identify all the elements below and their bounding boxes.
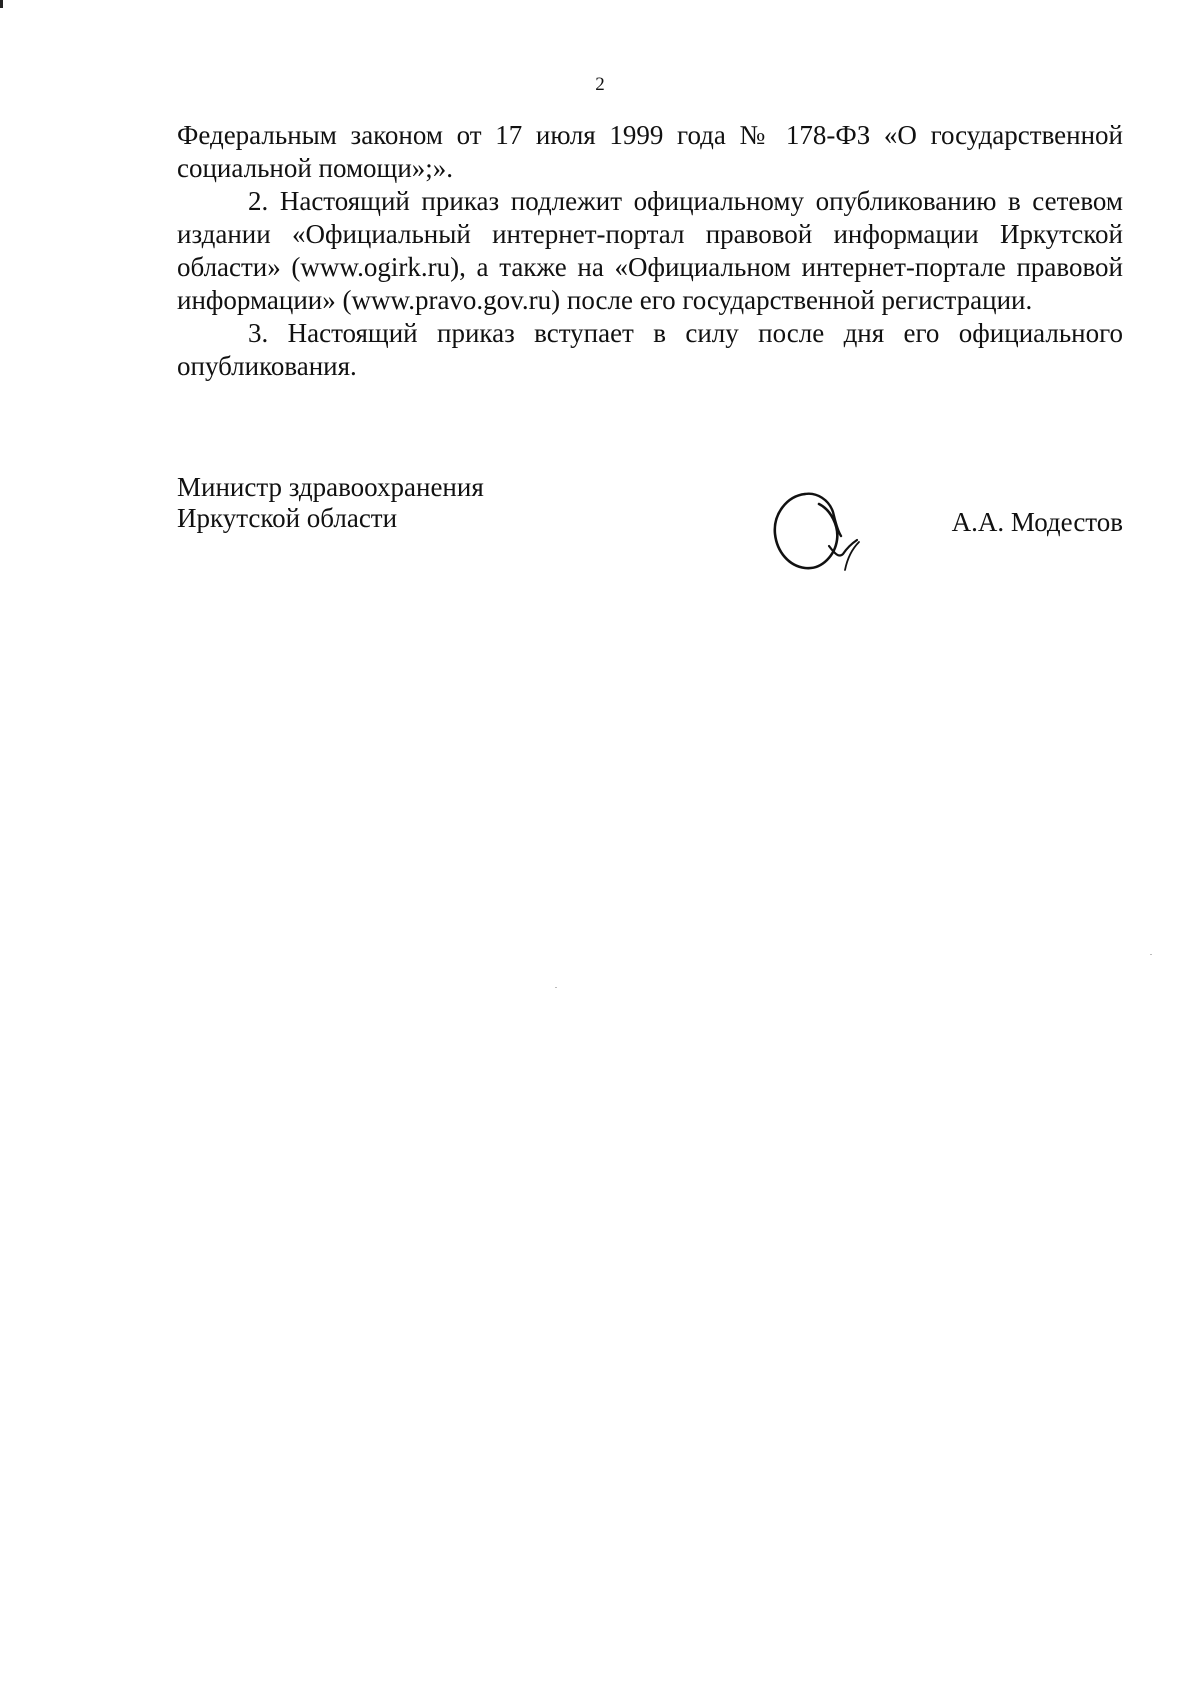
- scan-speck: [1150, 954, 1152, 955]
- paragraph-continuation: Федеральным законом от 17 июля 1999 года № 178-ФЗ «О государственной социальной помощи»;».: [177, 120, 1123, 183]
- page-number: 2: [595, 74, 605, 95]
- signatory-name: А.А. Модестов: [951, 507, 1123, 537]
- document-body: [177, 119, 1123, 383]
- paragraph-publication: 2. Настоящий приказ подлежит официальному опубликованию в сетевом издании «Официальный интернет-портал правовой информации Иркутской области» (www.ogirk.ru), а также на «Официальном интернет-портале правовой информации» (www.pravo.gov.ru) после его государственной регистрации.: [177, 186, 1123, 315]
- paragraph-effective-date: 3. Настоящий приказ вступает в силу после дня его официального опубликования.: [177, 318, 1123, 381]
- scan-speck: [555, 987, 557, 988]
- signatory-title: [177, 472, 484, 534]
- signatory-title-line-1: Министр здравоохранения: [177, 472, 484, 502]
- signature-block: [177, 472, 1123, 582]
- scan-edge-mark: [0, 0, 3, 8]
- handwritten-signature: [765, 484, 880, 574]
- signatory-title-line-2: Иркутской области: [177, 503, 398, 533]
